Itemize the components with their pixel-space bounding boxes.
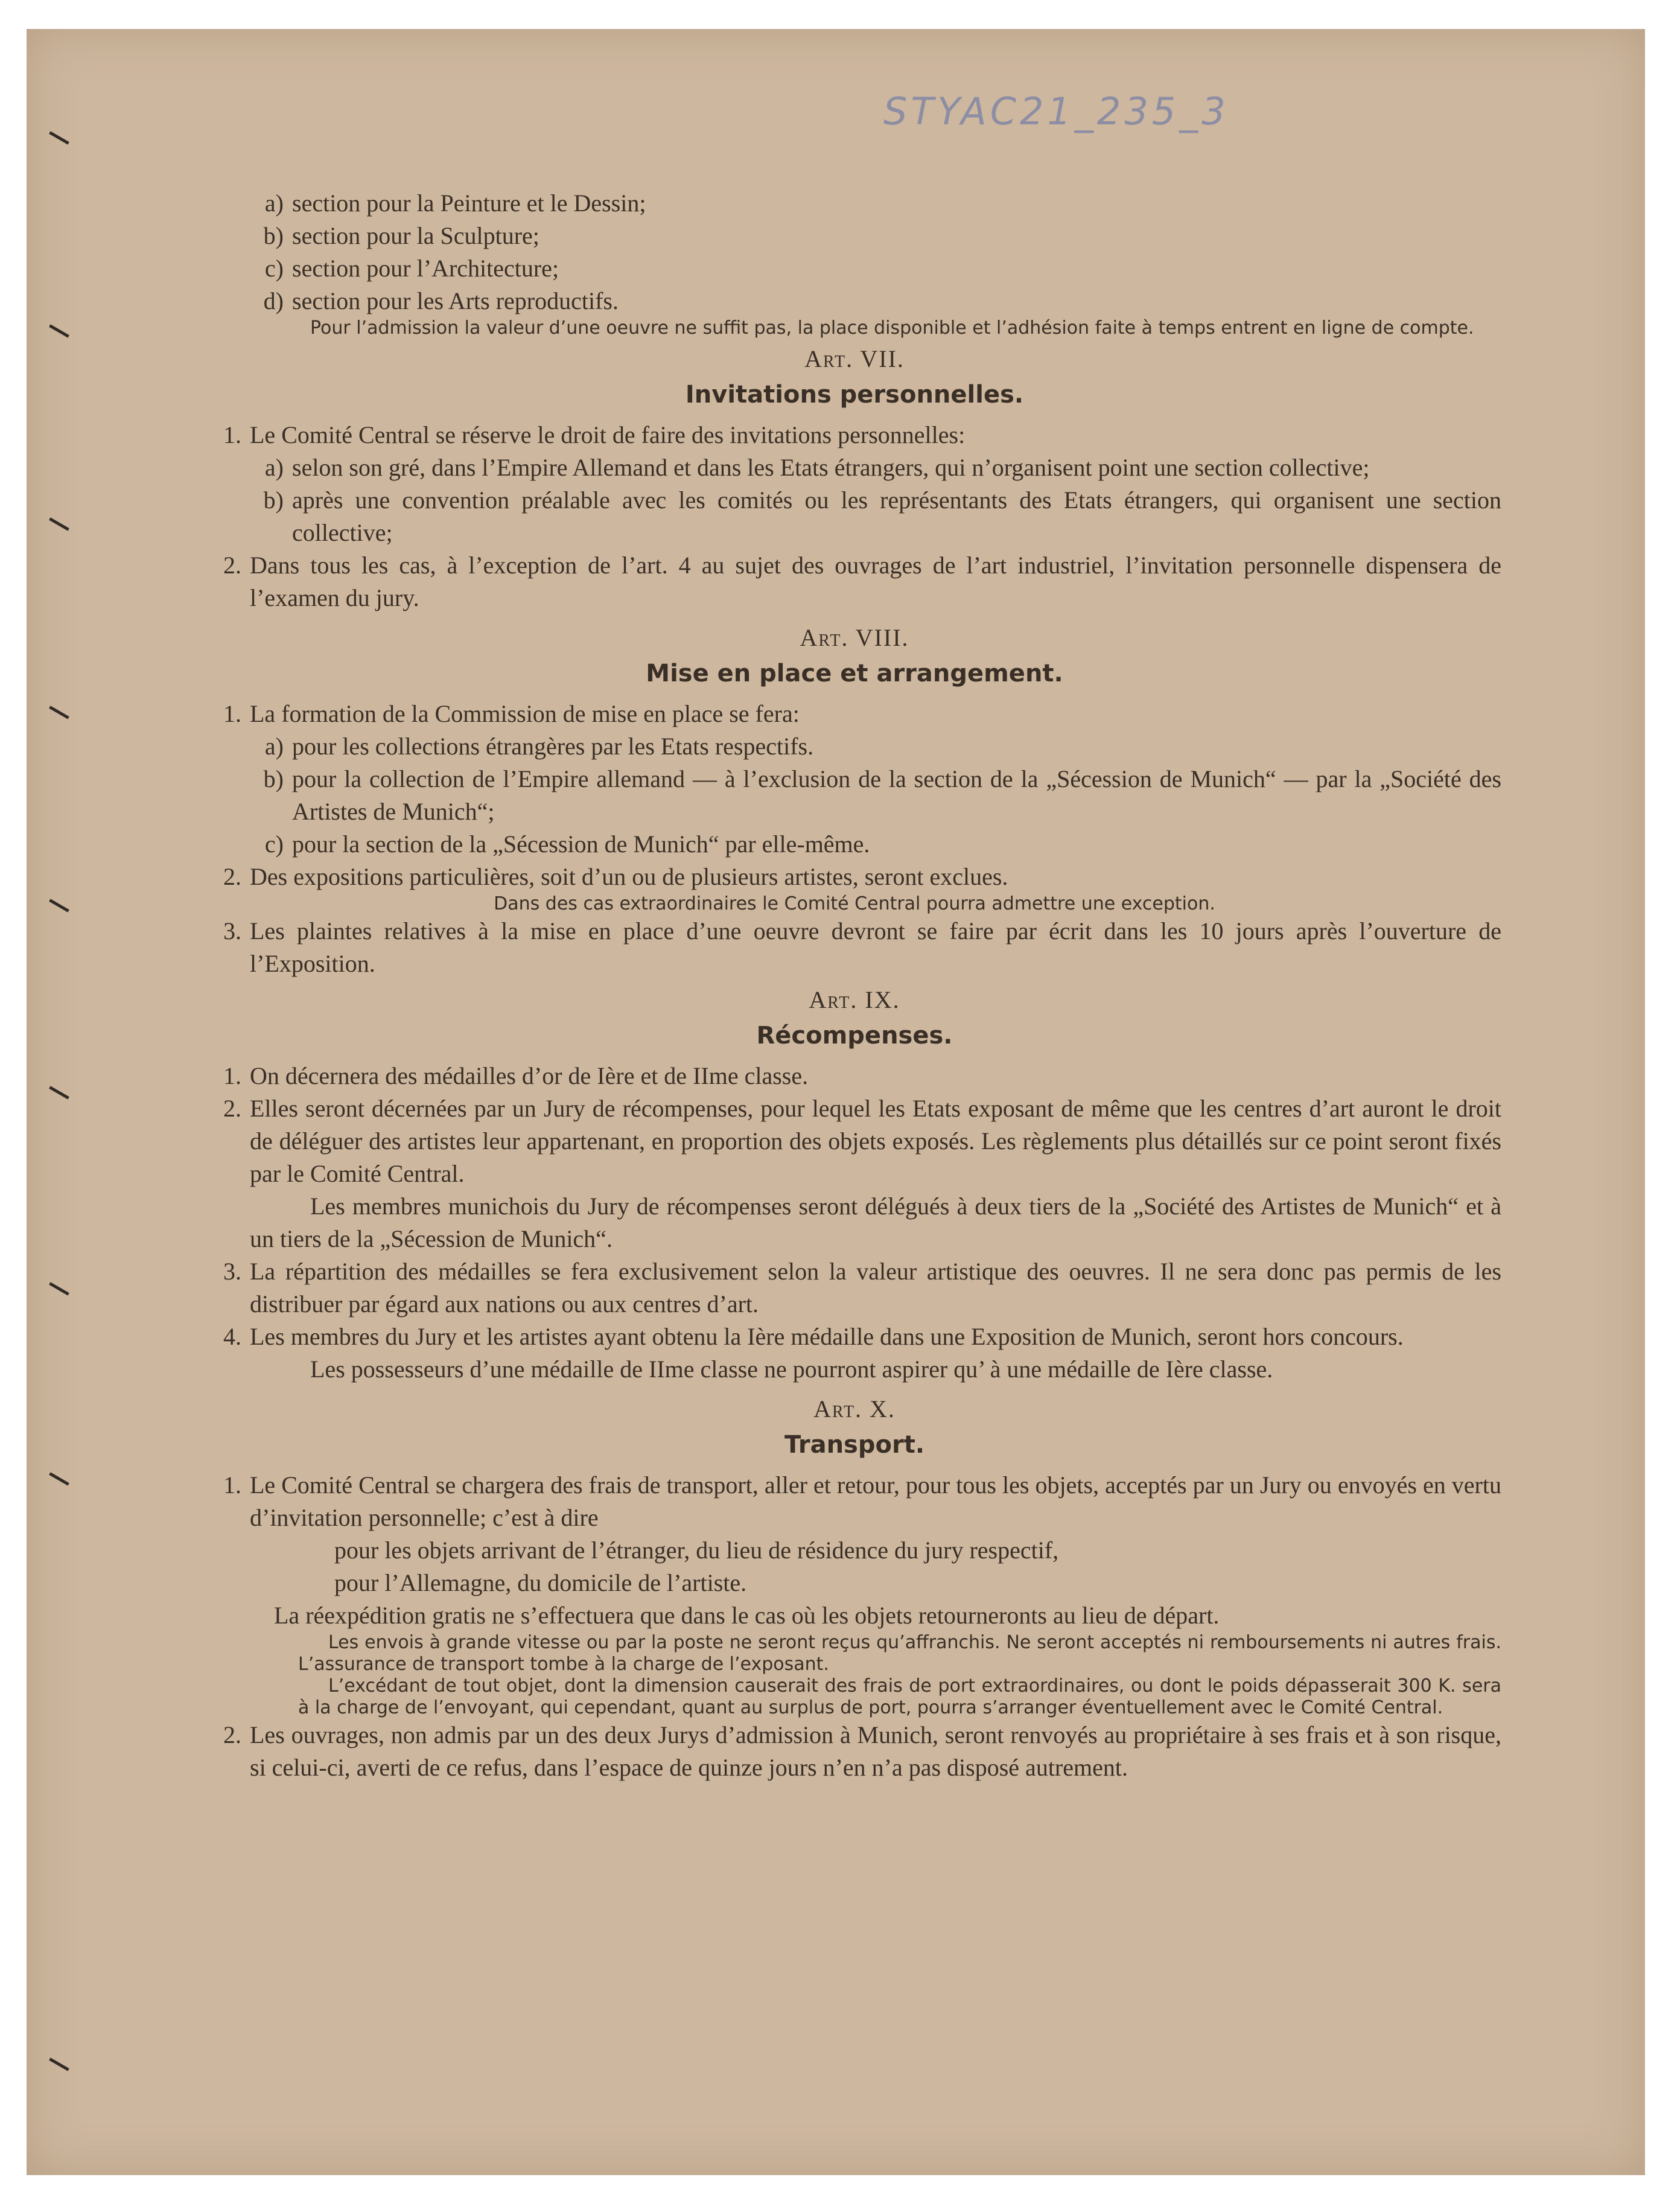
article-number: Art. X. xyxy=(813,1395,896,1423)
paragraph: Les membres munichois du Jury de récompenses seront délégués à deux tiers de la „Société des Artistes de Munich“ et à un tiers de la „Sécession de Munich“. xyxy=(250,1193,1501,1252)
footnote: Pour l’admission la valeur d’une oeuvre ne suffit pas, la place disponible et l’adhésion faite à temps entrent en ligne de compte. xyxy=(310,317,1474,339)
footnote: Dans des cas extraordinaires le Comité Central pourra admettre une exception. xyxy=(494,893,1215,914)
footnote: Les envois à grande vitesse ou par la poste ne seront reçus qu’affranchis. Ne seront acceptés ni remboursements ni autres frais. L’assurance de transport tombe à la charge de l’exposant. xyxy=(298,1632,1501,1675)
margin-mark xyxy=(49,1282,69,1295)
list-item: d) section pour les Arts reproductifs. xyxy=(263,287,619,314)
article-item: 1. Le Comité Central se chargera des frais de transport, aller et retour, pour tous les objets, acceptés par un Jury ou envoyés en vertu d’invitation personnelle; c’est à dire xyxy=(223,1471,1501,1531)
list-item: a) pour les collections étrangères par les Etats respectifs. xyxy=(264,733,814,760)
list-item: c) section pour l’Architecture; xyxy=(264,255,559,282)
article-title: Récompenses. xyxy=(756,1022,953,1050)
article-title: Mise en place et arrangement. xyxy=(646,660,1063,687)
margin-mark xyxy=(49,899,69,912)
section-list xyxy=(208,187,1501,317)
margin-mark xyxy=(49,2057,69,2071)
article-item: 2. Des expositions particulières, soit d’un ou de plusieurs artistes, seront exclues. xyxy=(223,863,1008,890)
article-title: Transport. xyxy=(784,1431,925,1459)
article-item: 2. Dans tous les cas, à l’exception de l’art. 4 au sujet des ouvrages de l’art industriel, l’invitation personnelle dispensera de l’examen du jury. xyxy=(223,552,1501,611)
margin-mark xyxy=(49,517,69,530)
footnote: L’excédant de tout objet, dont la dimension causerait des frais de port extraordinaires, ou dont le poids dépasserait 300 K. sera à la charge de l’envoyant, qui cependant, quant au surplus de port, pourra s’arranger éventuellement avec le Comité Central. xyxy=(298,1675,1501,1718)
margin-mark xyxy=(49,131,69,144)
margin-mark xyxy=(49,1472,69,1485)
article-item: 2. Elles seront décernées par un Jury de récompenses, pour lequel les Etats exposant de même que les centres d’art auront le droit de déléguer des artistes leur appartenant, en proportion des objets exposés. Les règlements plus détaillés sur ce point seront fixés par le Comité Central. xyxy=(223,1095,1501,1187)
list-item: b) section pour la Sculpture; xyxy=(263,222,539,249)
margin-mark xyxy=(49,324,69,337)
paper-sheet xyxy=(27,29,1645,2175)
paragraph: La réexpédition gratis ne s’effectuera que dans le cas où les objets retourneronts au lieu de départ. xyxy=(274,1602,1220,1629)
article-number: Art. VIII. xyxy=(800,624,909,651)
document-body xyxy=(208,187,1501,1784)
margin-mark xyxy=(49,1086,69,1099)
list-item: a) selon son gré, dans l’Empire Allemand et dans les Etats étrangers, qui n’organisent point une section collective; xyxy=(264,454,1370,481)
article-item: 2. Les ouvrages, non admis par un des deux Jurys d’admission à Munich, seront renvoyés au propriétaire à ses frais et à son risque, si celui-ci, averti de ce refus, dans l’espace de quinze jours n’en n’a pas disposé autrement. xyxy=(223,1721,1501,1781)
article-item: 1. La formation de la Commission de mise en place se fera: xyxy=(223,700,800,727)
article-title: Invitations personnelles. xyxy=(685,381,1024,409)
sub-list xyxy=(208,451,1501,549)
article-item: 1. On décernera des médailles d’or de Ière et de IIme classe. xyxy=(223,1062,809,1089)
paragraph-line: pour les objets arrivant de l’étranger, du lieu de résidence du jury respectif, xyxy=(334,1537,1059,1564)
list-item: b) après une convention préalable avec les comités ou les représentants des Etats étrangers, qui organisent une section collective; xyxy=(263,486,1501,546)
list-item: b) pour la collection de l’Empire allemand — à l’exclusion de la section de la „Sécession de Munich“ — par la „Société des Artistes de Munich“; xyxy=(263,765,1501,825)
article-item: 1. Le Comité Central se réserve le droit de faire des invitations personnelles: xyxy=(223,421,966,448)
archive-reference: STYAC21_235_3 xyxy=(883,89,1229,133)
article-number: Art. VII. xyxy=(804,345,905,372)
article-item: 4. Les membres du Jury et les artistes ayant obtenu la Ière médaille dans une Exposition de Munich, seront hors concours. xyxy=(223,1323,1404,1350)
article-number: Art. IX. xyxy=(809,986,900,1013)
article-item: 3. La répartition des médailles se fera exclusivement selon la valeur artistique des oeuvres. Il ne sera donc pas permis de les distribuer par égard aux nations ou aux centres d’art. xyxy=(223,1258,1501,1317)
list-item: a) section pour la Peinture et le Dessin; xyxy=(264,190,646,217)
sub-list xyxy=(208,730,1501,861)
margin-mark xyxy=(49,706,69,719)
list-item: c) pour la section de la „Sécession de Munich“ par elle-même. xyxy=(264,830,870,858)
paragraph-line: pour l’Allemagne, du domicile de l’artiste. xyxy=(334,1569,747,1596)
article-item: 3. Les plaintes relatives à la mise en place d’une oeuvre devront se faire par écrit dans les 10 jours après l’ouverture de l’Exposition. xyxy=(223,917,1501,977)
paragraph: Les possesseurs d’une médaille de IIme classe ne pourront aspirer qu’ à une médaille de Ière classe. xyxy=(310,1356,1273,1383)
